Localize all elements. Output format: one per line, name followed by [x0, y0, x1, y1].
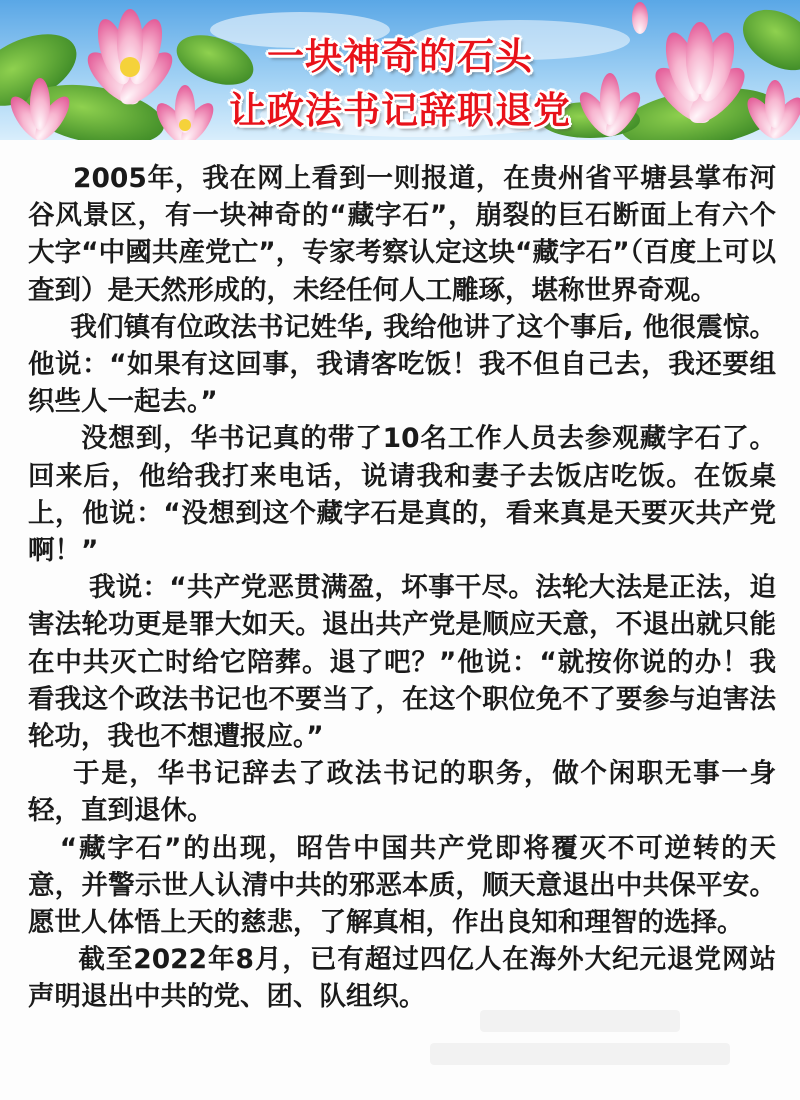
paragraph-7: 截至2022年8月，已有超过四亿人在海外大纪元退党网站声明退出中共的党、团、队组织。 — [28, 944, 776, 1013]
paragraph-5: 于是，华书记辞去了政法书记的职务，做个闲职无事一身轻，直到退休。 — [28, 758, 776, 827]
paragraph-3: 没想到，华书记真的带了10名工作人员去参观藏字石了。回来后，他给我打来电话，说请我和妻子去饭店吃饭。在饭桌上，他说：“没想到这个藏字石是真的，看来真是天要灭共产党啊！” — [28, 423, 776, 567]
faint-watermark — [420, 1005, 740, 1075]
title-line-1: 一块神奇的石头 — [267, 35, 533, 78]
title-line-2: 让政法书记辞职退党 — [229, 89, 571, 132]
header-banner — [0, 0, 800, 140]
article-body — [28, 160, 776, 1016]
paragraph-6: “藏字石”的出现，昭告中国共产党即将覆灭不可逆转的天意，并警示世人认清中共的邪恶本质，顺天意退出中共保平安。愿世人体悟上天的慈悲，了解真相，作出良知和理智的选择。 — [28, 832, 776, 939]
paragraph-4: 我说：“共产党恶贯满盈，坏事干尽。法轮大法是正法，迫害法轮功更是罪大如天。退出共产党是顺应天意，不退出就只能在中共灭亡时给它陪葬。退了吧？”他说：“就按你说的办！我看我这个政法书记也不要当了，在这个职位免不了要参与迫害法轮功，我也不想遭报应。” — [28, 572, 776, 753]
paragraph-2: 我们镇有位政法书记姓华, 我给他讲了这个事后, 他很震惊。他说：“如果有这回事，我请客吃饭！我不但自己去，我还要组织些人一起去。” — [28, 311, 776, 418]
paragraph-1: 2005年，我在网上看到一则报道，在贵州省平塘县掌布河谷风景区，有一块神奇的“藏字石”，崩裂的巨石断面上有六个大字“中國共産党亡”，专家考察认定这块“藏字石”（百度上可以查到）是天然形成的，未经任何人工雕琢，堪称世界奇观。 — [28, 163, 776, 306]
